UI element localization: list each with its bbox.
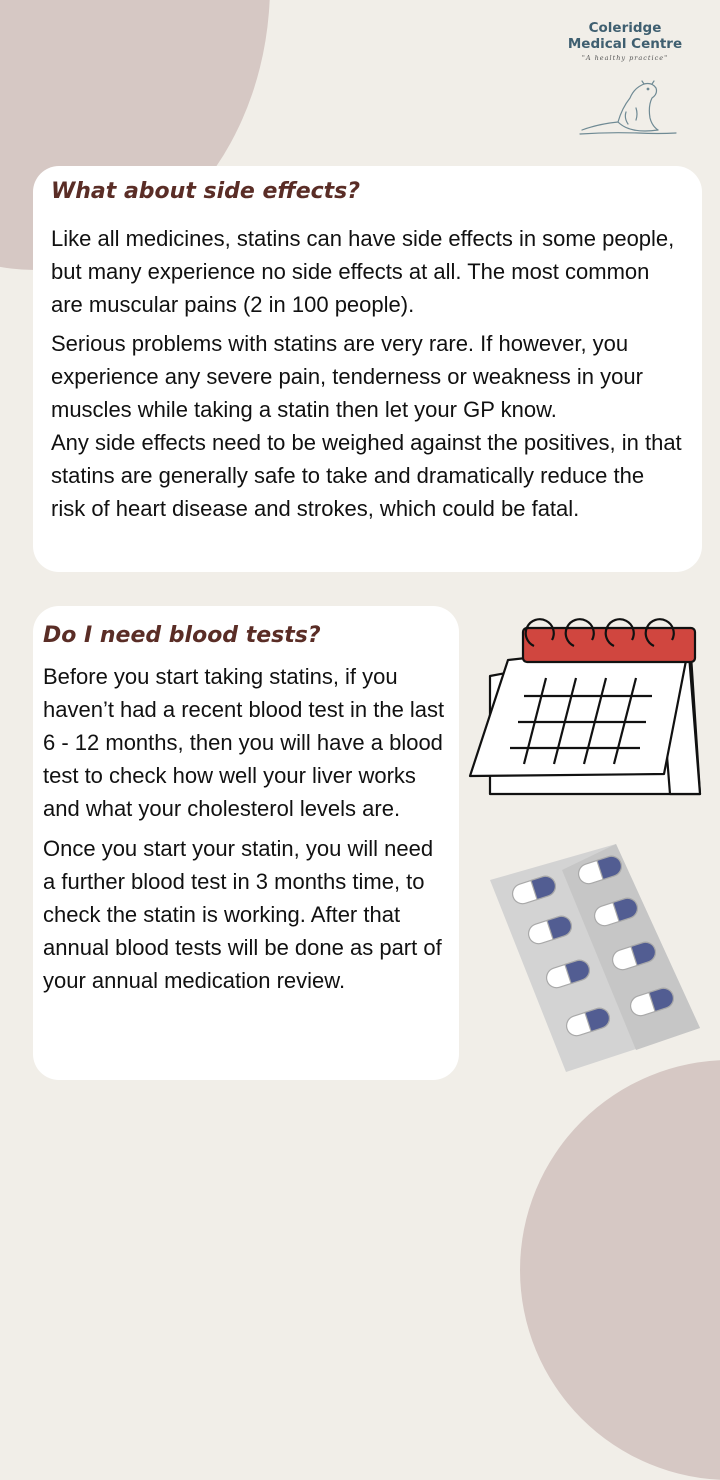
side-effects-card — [33, 166, 702, 572]
side-effects-paragraph-3: Any side effects need to be weighed against the positives, in that statins are generally safe to take and dramatically reduce the risk of heart disease and strokes, which could be fatal. — [51, 430, 682, 521]
blood-tests-paragraph-1: Before you start taking statins, if you haven’t had a recent blood test in the last 6 - 12 months, then you will have a blood test to check how well your liver works and what your cholesterol levels are. — [43, 664, 445, 821]
side-effects-paragraph-1: Like all medicines, statins can have side effects in some people, but many experience no side effects at all. The most common are muscular pains (2 in 100 people). — [51, 226, 675, 317]
logo-name-line1: Coleridge — [588, 20, 662, 36]
otter-icon — [578, 78, 678, 138]
blood-tests-card — [33, 606, 459, 1080]
blood-tests-paragraph-2: Once you start your statin, you will need a further blood test in 3 months time, to check the statin is working. After that annual blood tests will be done as part of your annual medication review. — [43, 836, 442, 993]
pill-blister-pack-icon — [486, 840, 706, 1080]
blood-tests-heading: Do I need blood tests? — [43, 623, 321, 648]
background-blob-bottom-right — [520, 1060, 720, 1480]
practice-logo — [550, 20, 700, 140]
logo-name-line2: Medical Centre — [567, 36, 683, 52]
side-effects-paragraph-2: Serious problems with statins are very rare. If however, you experience any severe pain, tenderness or weakness in your muscles while taking a statin then let your GP know. — [51, 331, 643, 422]
logo-tagline: "A healthy practice" — [581, 54, 669, 62]
calendar-icon — [468, 618, 704, 800]
side-effects-heading: What about side effects? — [51, 179, 361, 204]
